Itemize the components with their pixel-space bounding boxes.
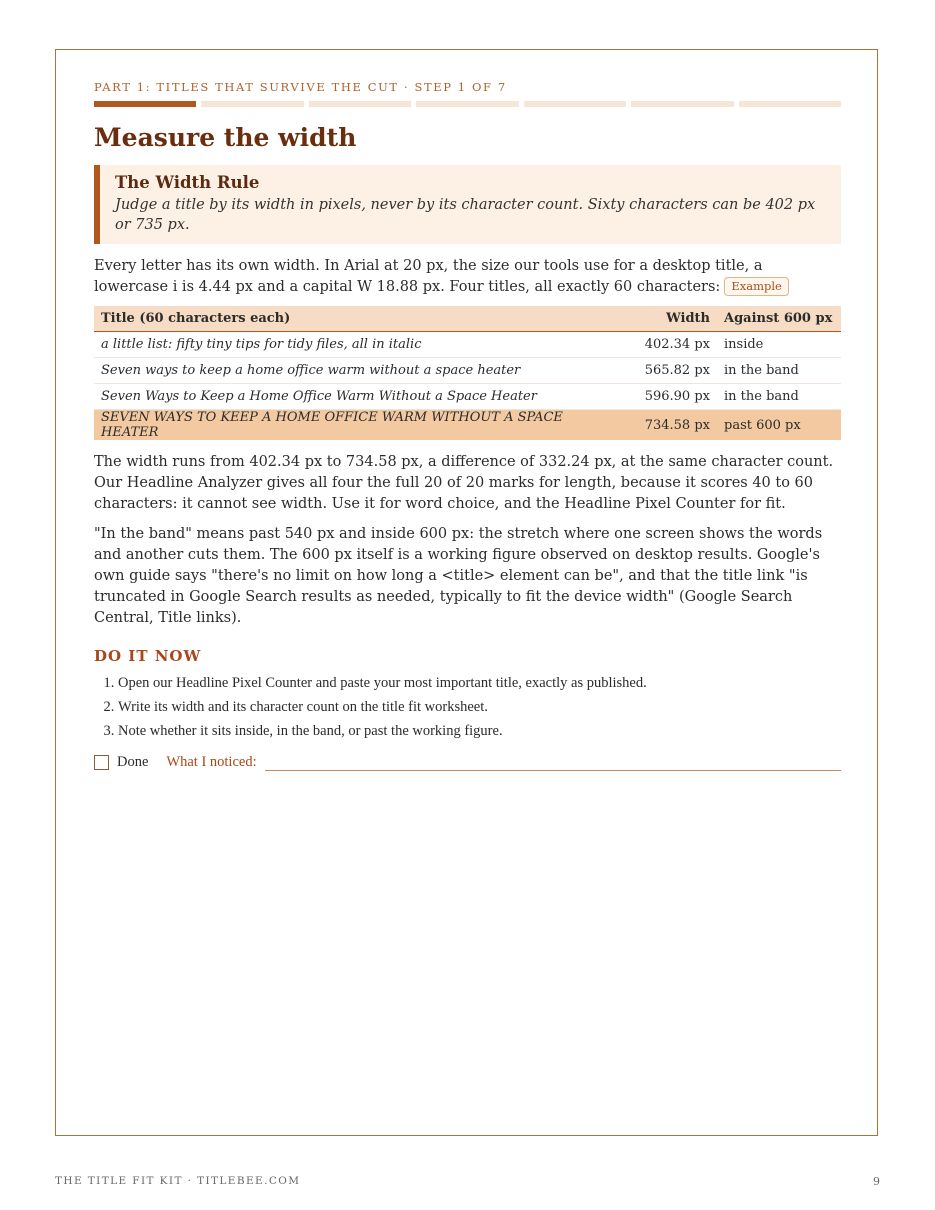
cell-status: inside [717, 332, 841, 358]
column-header-width: Width [623, 306, 717, 332]
list-item: 2. Write its width and its character count on the title fit worksheet. [118, 695, 841, 719]
table-header-row [94, 306, 841, 332]
column-header-against: Against 600 px [717, 306, 841, 332]
cell-status: past 600 px [717, 410, 841, 441]
do-it-now-heading: DO IT NOW [94, 647, 202, 665]
cell-title: Seven ways to keep a home office warm without a space heater [94, 358, 623, 384]
page-number: 9 [873, 1175, 880, 1188]
footer-brand: THE TITLE FIT KIT · TITLEBEE.COM [55, 1175, 301, 1187]
page-content [94, 80, 841, 771]
progress-segment [201, 101, 303, 107]
progress-segment [416, 101, 518, 107]
column-header-title: Title (60 characters each) [94, 306, 623, 332]
cell-title: SEVEN WAYS TO KEEP A HOME OFFICE WARM WITHOUT A SPACE HEATER [94, 410, 623, 441]
cell-status: in the band [717, 358, 841, 384]
cell-width: 402.34 px [623, 332, 717, 358]
done-row [94, 753, 841, 771]
table-row [94, 358, 841, 384]
width-range-paragraph: The width runs from 402.34 px to 734.58 px, a difference of 332.24 px, at the same character count. Our Headline Analyzer gives all four the full 20 of 20 marks for length, because it scores 40 to 60 characters: it cannot see width. Use it for word choice, and the Headline Pixel Counter for fit. [94, 454, 834, 512]
rule-callout [94, 165, 841, 244]
intro-paragraph [94, 256, 841, 298]
width-table [94, 306, 841, 440]
rule-text: Judge a title by its width in pixels, never by its character count. Sixty characters can be 402 px or 735 px. [115, 197, 816, 233]
progress-segment [739, 101, 841, 107]
cell-width: 596.90 px [623, 384, 717, 410]
list-item: 3. Note whether it sits inside, in the band, or past the working figure. [118, 719, 841, 743]
done-checkbox[interactable] [94, 755, 109, 770]
table-row-highlighted [94, 410, 841, 441]
table-row [94, 332, 841, 358]
intro-text: Every letter has its own width. In Arial at 20 px, the size our tools use for a desktop title, a lowercase i is 4.44 px and a capital W 18.88 px. Four titles, all exactly 60 characters: [94, 258, 763, 295]
cell-width: 565.82 px [623, 358, 717, 384]
page-frame [55, 49, 878, 1136]
cell-width: 734.58 px [623, 410, 717, 441]
progress-segment [94, 101, 196, 107]
noticed-label: What I noticed: [166, 753, 257, 770]
example-badge: Example [724, 277, 789, 296]
step-list [94, 671, 841, 743]
band-paragraph: "In the band" means past 540 px and inside 600 px: the stretch where one screen shows the words and another cuts them. The 600 px itself is a working figure observed on desktop results. Google's own guide says "there's no limit on how long a <title> element can be", and that the title link "is truncated in Google Search results as needed, typically to fit the device width" (Google Search Central, Title links). [94, 526, 823, 626]
done-label: Done [117, 753, 149, 770]
progress-segment [524, 101, 626, 107]
rule-title: The Width Rule [115, 173, 260, 192]
table-row [94, 384, 841, 410]
noticed-write-line[interactable] [265, 753, 841, 771]
cell-title: a little list: fifty tiny tips for tidy files, all in italic [94, 332, 623, 358]
progress-segment [309, 101, 411, 107]
progress-segment [631, 101, 733, 107]
cell-status: in the band [717, 384, 841, 410]
page-title: Measure the width [94, 123, 357, 152]
step-progress-bar [94, 101, 841, 107]
cell-title: Seven Ways to Keep a Home Office Warm Without a Space Heater [94, 384, 623, 410]
list-item: 1. Open our Headline Pixel Counter and paste your most important title, exactly as published. [118, 671, 841, 695]
step-eyebrow: PART 1: TITLES THAT SURVIVE THE CUT · STEP 1 OF 7 [94, 80, 507, 94]
